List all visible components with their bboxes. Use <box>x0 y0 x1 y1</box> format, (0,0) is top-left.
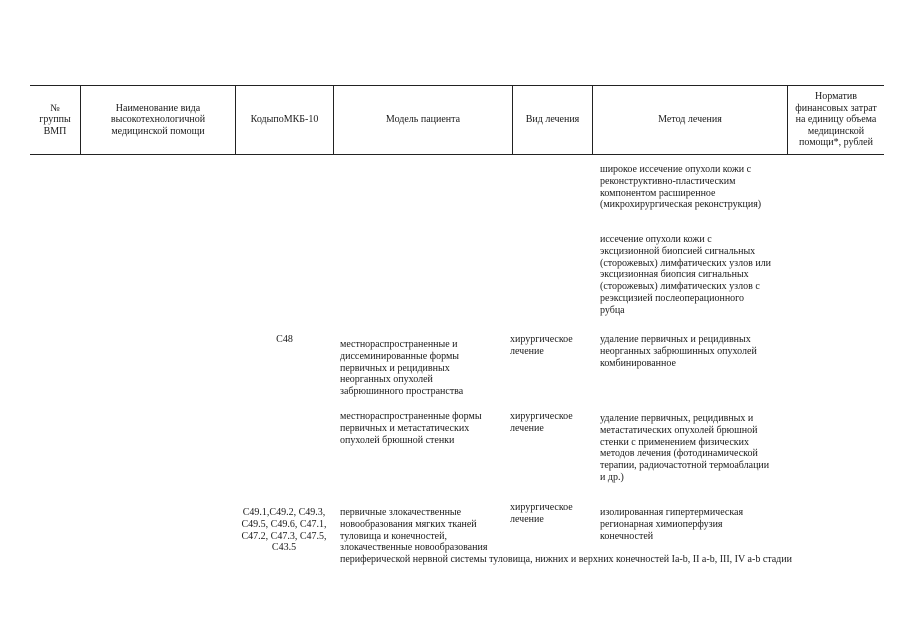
row-icd-codes: C49.1,C49.2, C49.3, C49.5, C49.6, C47.1, C47.2, C47.3, C47.5, C43.5 <box>241 507 327 554</box>
header-care-type: Наименование вида высокотехнологичной медицинской помощи <box>110 102 206 137</box>
header-treatment-type: Вид лечения <box>525 114 580 126</box>
row-treatment-type: хирургическое лечение <box>510 411 573 434</box>
row-method-text: удаление первичных, рецидивных и метастатических опухолей брюшной стенки с применением физических методов лечения (фотодинамической терапии, радиочастотной термоаблации и др.) <box>600 413 770 483</box>
row-patient-model: местнораспространенные и диссеминированные формы первичных и рецидивных неорганных опухолей забрюшинного пространства <box>340 339 464 398</box>
header-patient-model: Модель пациента <box>385 114 461 126</box>
row-method-text: удаление первичных и рецидивных неорганных забрюшинных опухолей комбинированное <box>600 334 757 369</box>
row-model-continuation: периферической нервной системы туловища, нижних и верхних конечностей Ia-b, II a-b, III, IV a-b стадии <box>340 554 792 565</box>
header-icd-codes: КодыпоМКБ-10 <box>250 114 319 126</box>
row-method-text: широкое иссечение опухоли кожи с реконструктивно-пластическим компонентом расширенное (микрохирургическая реконструкция) <box>600 164 762 211</box>
row-icd-codes: C48 <box>276 334 293 345</box>
header-cost-norm: Норматив финансовых затрат на единицу объема медицинской помощи*, рублей <box>795 91 877 149</box>
header-treatment-method: Метод лечения <box>658 114 722 126</box>
header-bottom-border <box>30 154 884 155</box>
row-method-text: иссечение опухоли кожи с эксцизионной биопсией сигнальных (сторожевых) лимфатических узлов или эксцизионная биопсия сигнальных (сторожевых) лимфатических узлов с реэксцизией послеоперационного рубца <box>600 234 772 316</box>
row-treatment-type: хирургическое лечение <box>510 502 573 525</box>
row-patient-model: местнораспространенные формы первичных и метастатических опухолей брюшной стенки <box>340 411 482 446</box>
row-patient-model: первичные злокачественные новообразования мягких тканей туловища и конечностей, злокачественные новообразования <box>340 507 488 554</box>
header-group-number: № группы ВМП <box>39 102 71 137</box>
row-method-text: изолированная гипертермическая регионарная химиоперфузия конечностей <box>600 507 744 542</box>
row-treatment-type: хирургическое лечение <box>510 334 573 357</box>
